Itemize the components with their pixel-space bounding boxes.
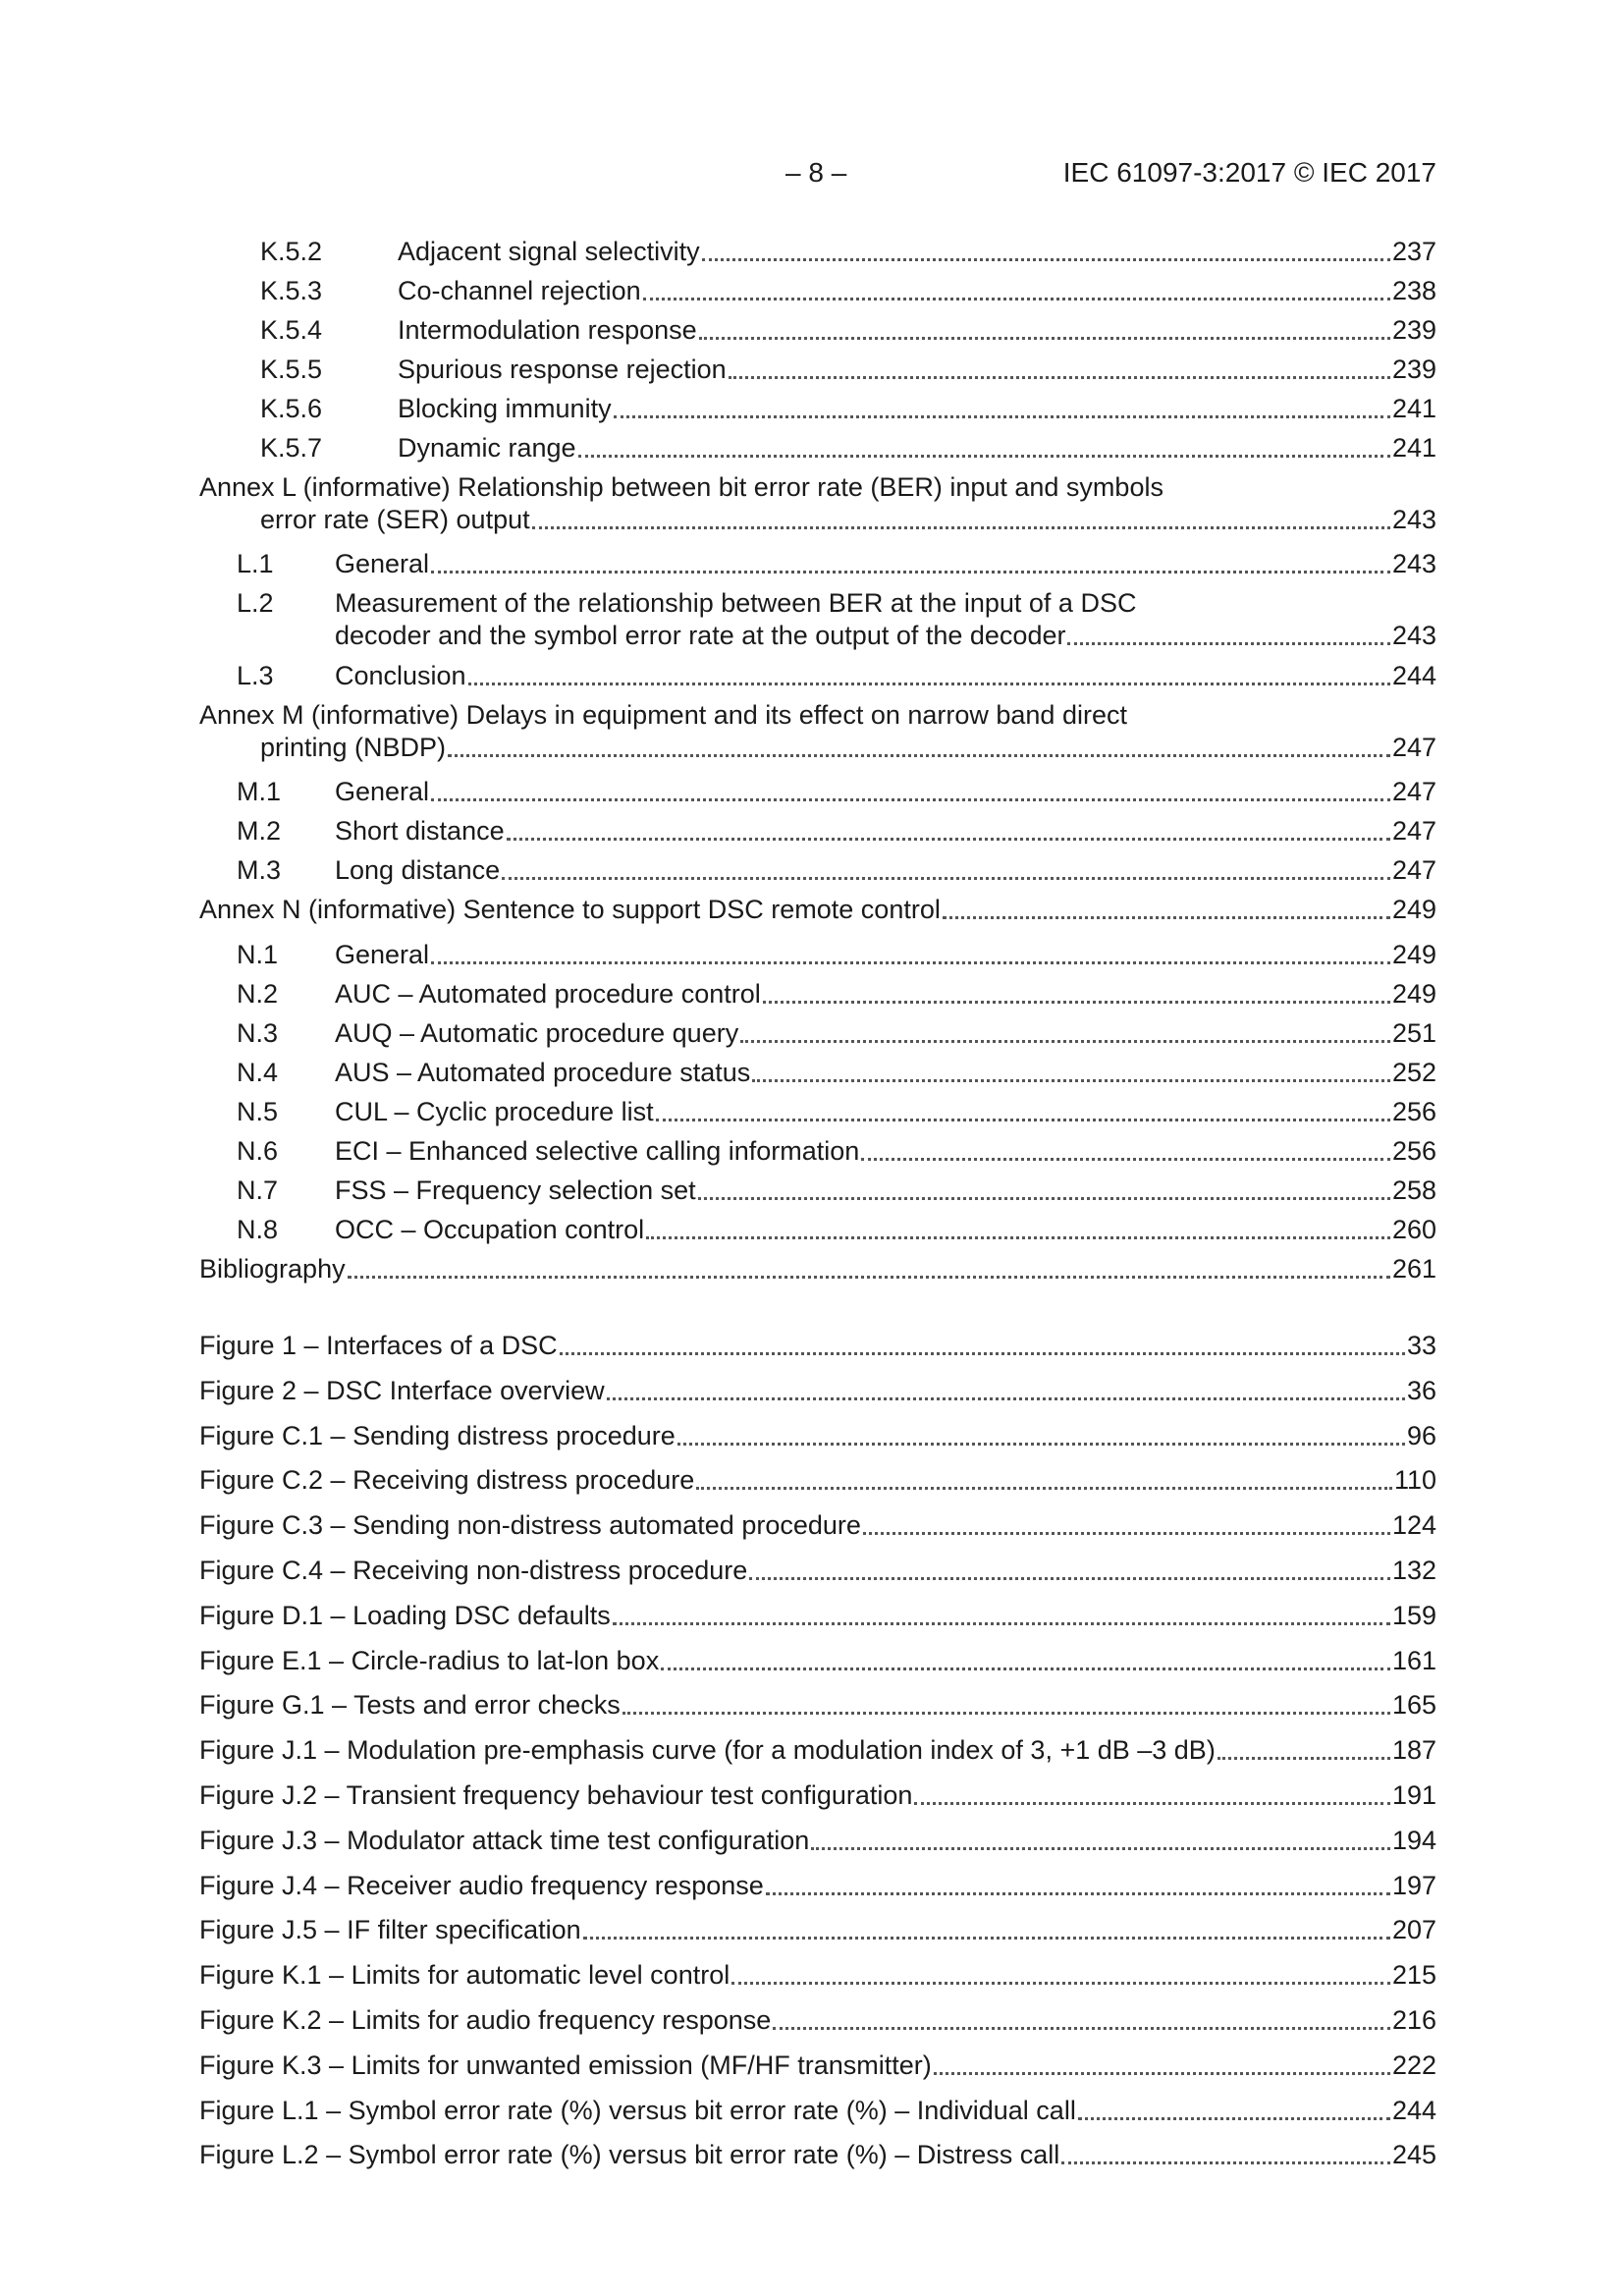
figure-entry[interactable]: [199, 2095, 1436, 2127]
dot-leader: [811, 1846, 1390, 1850]
dot-leader: [431, 960, 1390, 964]
toc-entry-title: FSS – Frequency selection set: [335, 1175, 696, 1205]
toc-entry-number: N.4: [237, 1058, 279, 1087]
toc-entry-title-cont: decoder and the symbol error rate at the output of the decoder: [335, 621, 1066, 650]
figure-title: Figure E.1 – Circle-radius to lat-lon box: [199, 1645, 660, 1675]
toc-entry-page: 239: [1391, 315, 1436, 345]
toc-entry-title: General: [335, 777, 430, 806]
dot-leader: [431, 570, 1390, 574]
figure-entry[interactable]: [199, 1330, 1436, 1362]
figure-page: 124: [1391, 1510, 1436, 1541]
dot-leader: [749, 1576, 1390, 1580]
toc-entry[interactable]: [199, 587, 1436, 652]
figure-entry[interactable]: [199, 1689, 1436, 1722]
dot-leader: [646, 1235, 1390, 1239]
figure-title: Figure C.1 – Sending distress procedure: [199, 1420, 676, 1450]
toc-entry[interactable]: [199, 548, 1436, 580]
figure-page: 96: [1406, 1420, 1436, 1450]
toc-entry-title: Adjacent signal selectivity: [398, 237, 700, 266]
figure-entry[interactable]: [199, 1464, 1436, 1497]
toc-entry-title: General: [335, 549, 430, 578]
dot-leader: [1067, 641, 1389, 645]
toc-entry-page: 256: [1391, 1097, 1436, 1126]
figure-title: Figure G.1 – Tests and error checks: [199, 1690, 621, 1721]
figure-title: Figure K.3 – Limits for unwanted emission (MF/HF transmitter): [199, 2050, 932, 2080]
dot-leader: [943, 915, 1390, 919]
toc-entry[interactable]: [199, 432, 1436, 465]
figure-page: 215: [1391, 1960, 1436, 1991]
dot-leader: [763, 1000, 1390, 1004]
dot-leader: [1217, 1756, 1390, 1760]
dot-leader: [696, 1486, 1392, 1490]
figure-entry[interactable]: [199, 1734, 1436, 1767]
toc-entry-title: AUC – Automated procedure control: [335, 979, 761, 1009]
toc-entry-page: 237: [1391, 237, 1436, 266]
dot-leader: [507, 837, 1390, 841]
dot-leader: [702, 257, 1390, 261]
figure-page: 165: [1391, 1690, 1436, 1721]
toc-entry-title: Intermodulation response: [398, 315, 697, 345]
toc-entry-number: N.6: [237, 1136, 279, 1166]
dot-leader: [773, 2026, 1390, 2030]
figure-title: Figure L.1 – Symbol error rate (%) versus bit error rate (%) – Individual call: [199, 2095, 1076, 2125]
toc-entry-number: K.5.6: [260, 394, 323, 423]
dot-leader: [731, 1981, 1390, 1985]
dot-leader: [348, 1275, 1390, 1279]
toc-entry-number: M.2: [237, 816, 282, 846]
annex-title-cont: error rate (SER) output: [260, 505, 530, 534]
dot-leader: [699, 336, 1390, 340]
dot-leader: [560, 1351, 1405, 1355]
figure-title: Figure J.2 – Transient frequency behaviour test configuration: [199, 1780, 913, 1810]
toc-entry-number: N.2: [237, 979, 279, 1009]
toc-entry[interactable]: [199, 1135, 1436, 1168]
figure-page: 197: [1391, 1870, 1436, 1900]
toc-entry-title: ECI – Enhanced selective calling information: [335, 1136, 860, 1166]
figure-entry[interactable]: [199, 1870, 1436, 1902]
figure-title: Figure C.4 – Receiving non-distress procedure: [199, 1556, 748, 1585]
toc-annex-n[interactable]: [199, 894, 1436, 926]
toc-entry[interactable]: [199, 939, 1436, 971]
toc-entry-page: 247: [1391, 816, 1436, 846]
figure-entry[interactable]: [199, 1825, 1436, 1857]
toc-entry[interactable]: [199, 854, 1436, 887]
dot-leader: [448, 753, 1390, 757]
figure-page: 33: [1406, 1331, 1436, 1360]
toc-entry-number: L.3: [237, 661, 274, 690]
toc-entry-page: 256: [1391, 1136, 1436, 1166]
document-id: IEC 61097-3:2017 © IEC 2017: [1062, 157, 1436, 188]
dot-leader: [613, 1621, 1390, 1625]
dot-leader: [656, 1118, 1390, 1121]
figure-entry[interactable]: [199, 1509, 1436, 1542]
dot-leader: [502, 876, 1390, 880]
toc-entry-title: Co-channel rejection: [398, 276, 641, 305]
toc-entry[interactable]: [199, 815, 1436, 847]
figure-entry[interactable]: [199, 1600, 1436, 1632]
toc-entry-title: AUS – Automated procedure status: [335, 1058, 751, 1087]
annex-title: Annex L (informative) Relationship between bit error rate (BER) input and symbols: [199, 472, 1163, 502]
dot-leader: [766, 1891, 1390, 1895]
figure-page: 110: [1393, 1465, 1436, 1496]
toc-entry-number: K.5.3: [260, 276, 323, 305]
toc-bibliography[interactable]: [199, 1253, 1436, 1285]
dot-leader: [607, 1396, 1405, 1400]
figure-entry[interactable]: [199, 2139, 1436, 2171]
figure-title: Figure J.1 – Modulation pre-emphasis curve (for a modulation index of 3, +1 dB –3 dB): [199, 1735, 1216, 1766]
toc-entry-page: 261: [1391, 1254, 1436, 1284]
toc-entry[interactable]: [199, 660, 1436, 692]
toc-entry-page: 249: [1391, 940, 1436, 969]
toc-entry-page: 247: [1391, 855, 1436, 885]
figure-entry[interactable]: [199, 1645, 1436, 1677]
figure-title: Figure C.2 – Receiving distress procedure: [199, 1465, 695, 1496]
toc-entry-page: 251: [1391, 1018, 1436, 1048]
figure-title: Figure J.3 – Modulator attack time test configuration: [199, 1825, 810, 1855]
dot-leader: [643, 297, 1390, 301]
page-number: – 8 –: [785, 157, 847, 188]
dot-leader: [578, 454, 1390, 458]
toc-entry-title: Measurement of the relationship between BER at the input of a DSC: [335, 588, 1137, 618]
toc-entry-title: Dynamic range: [398, 433, 576, 463]
toc-entry-page: 238: [1391, 276, 1436, 305]
figure-page: 207: [1391, 1915, 1436, 1945]
toc-entry-number: N.1: [237, 940, 279, 969]
figure-page: 187: [1391, 1735, 1436, 1766]
dot-leader: [740, 1039, 1390, 1043]
dot-leader: [1061, 2160, 1390, 2164]
toc-entry-number: N.8: [237, 1215, 279, 1244]
toc-entry-page: 252: [1391, 1058, 1436, 1087]
figure-page: 191: [1391, 1780, 1436, 1810]
figure-page: 36: [1406, 1375, 1436, 1405]
figure-title: Figure 1 – Interfaces of a DSC: [199, 1331, 558, 1360]
toc-entry-number: N.5: [237, 1097, 279, 1126]
annex-title: Annex N (informative) Sentence to support DSC remote control: [199, 895, 941, 924]
dot-leader: [614, 414, 1390, 418]
toc-entry-number: K.5.4: [260, 315, 323, 345]
toc-entry-title: AUQ – Automatic procedure query: [335, 1018, 739, 1048]
toc-entry[interactable]: [199, 393, 1436, 425]
toc-entry[interactable]: [199, 978, 1436, 1011]
toc-entry[interactable]: [199, 314, 1436, 347]
dot-leader: [622, 1711, 1390, 1715]
dot-leader: [431, 797, 1390, 801]
figure-entry[interactable]: [199, 2050, 1436, 2082]
dot-leader: [861, 1157, 1390, 1161]
figure-page: 222: [1391, 2050, 1436, 2080]
toc-entry-number: L.2: [237, 588, 274, 618]
page-header: [0, 157, 1623, 196]
figure-entry[interactable]: [199, 1779, 1436, 1812]
dot-leader: [532, 525, 1390, 529]
toc-entry-page: 241: [1391, 433, 1436, 463]
figure-entry[interactable]: [199, 1375, 1436, 1407]
figure-entry[interactable]: [199, 1914, 1436, 1946]
toc-entry-title: Bibliography: [199, 1254, 346, 1284]
toc-entry-page: 247: [1391, 777, 1436, 806]
toc-entry-number: K.5.2: [260, 237, 323, 266]
toc-entry[interactable]: [199, 1214, 1436, 1246]
toc-entry-page: 241: [1391, 394, 1436, 423]
dot-leader: [583, 1936, 1390, 1940]
figure-entry[interactable]: [199, 1420, 1436, 1452]
dot-leader: [468, 682, 1390, 685]
toc-entry-page: 243: [1391, 621, 1436, 650]
figure-title: Figure K.2 – Limits for audio frequency response: [199, 2005, 772, 2035]
figure-page: 132: [1391, 1556, 1436, 1585]
figure-page: 194: [1391, 1825, 1436, 1855]
figure-title: Figure J.4 – Receiver audio frequency response: [199, 1870, 764, 1900]
dot-leader: [677, 1442, 1405, 1446]
toc-annex-m[interactable]: [199, 699, 1436, 764]
figure-page: 159: [1391, 1600, 1436, 1630]
toc-entry-page: 239: [1391, 355, 1436, 384]
dot-leader: [729, 375, 1390, 379]
toc-entry-page: 243: [1391, 505, 1436, 534]
toc-entry-number: K.5.5: [260, 355, 323, 384]
toc-entry-number: M.3: [237, 855, 282, 885]
toc-entry[interactable]: [199, 354, 1436, 386]
dot-leader: [863, 1531, 1390, 1535]
figure-title: Figure J.5 – IF filter specification: [199, 1915, 581, 1945]
dot-leader: [914, 1801, 1390, 1805]
toc-entry-title: General: [335, 940, 430, 969]
dot-leader: [698, 1196, 1390, 1200]
toc-entry[interactable]: [199, 1057, 1436, 1089]
toc-entry-title: Conclusion: [335, 661, 466, 690]
toc-entry-title: Long distance: [335, 855, 501, 885]
toc-entry[interactable]: [199, 1096, 1436, 1128]
toc-entry-page: 243: [1391, 549, 1436, 578]
toc-entry[interactable]: [199, 1175, 1436, 1207]
figure-title: Figure L.2 – Symbol error rate (%) versus bit error rate (%) – Distress call: [199, 2140, 1060, 2170]
toc-entry-title: Blocking immunity: [398, 394, 612, 423]
figure-entry[interactable]: [199, 1959, 1436, 1992]
dot-leader: [934, 2071, 1390, 2075]
figure-title: Figure C.3 – Sending non-distress automated procedure: [199, 1510, 861, 1541]
toc-annex-l[interactable]: [199, 471, 1436, 536]
figure-page: 216: [1391, 2005, 1436, 2035]
figure-title: Figure 2 – DSC Interface overview: [199, 1375, 605, 1405]
toc-entry-page: 258: [1391, 1175, 1436, 1205]
toc-entry-title: Short distance: [335, 816, 505, 846]
figure-title: Figure K.1 – Limits for automatic level control: [199, 1960, 730, 1991]
dot-leader: [661, 1667, 1390, 1670]
toc-entry-page: 249: [1391, 979, 1436, 1009]
toc-entry-number: L.1: [237, 549, 274, 578]
figure-entry[interactable]: [199, 2004, 1436, 2037]
toc-entry[interactable]: [199, 275, 1436, 307]
figure-entry[interactable]: [199, 1555, 1436, 1587]
toc-entry[interactable]: [199, 236, 1436, 268]
figure-page: 244: [1391, 2095, 1436, 2125]
annex-title-cont: printing (NBDP): [260, 733, 447, 762]
toc-entry-title: Spurious response rejection: [398, 355, 727, 384]
annex-title: Annex M (informative) Delays in equipment and its effect on narrow band direct: [199, 700, 1127, 730]
toc-entry-number: K.5.7: [260, 433, 323, 463]
dot-leader: [752, 1078, 1390, 1082]
toc-entry-page: 244: [1391, 661, 1436, 690]
toc-entry-title: OCC – Occupation control: [335, 1215, 645, 1244]
toc-entry-page: 249: [1391, 895, 1436, 924]
toc-entry[interactable]: [199, 776, 1436, 808]
toc-entry[interactable]: [199, 1017, 1436, 1050]
figure-page: 161: [1391, 1645, 1436, 1675]
toc-entry-number: N.3: [237, 1018, 279, 1048]
toc-entry-number: N.7: [237, 1175, 279, 1205]
figure-page: 245: [1391, 2140, 1436, 2170]
toc-entry-number: M.1: [237, 777, 282, 806]
dot-leader: [1078, 2116, 1390, 2120]
figure-title: Figure D.1 – Loading DSC defaults: [199, 1600, 611, 1630]
toc-entry-title: CUL – Cyclic procedure list: [335, 1097, 654, 1126]
toc-entry-page: 247: [1391, 733, 1436, 762]
toc-entry-page: 260: [1391, 1215, 1436, 1244]
